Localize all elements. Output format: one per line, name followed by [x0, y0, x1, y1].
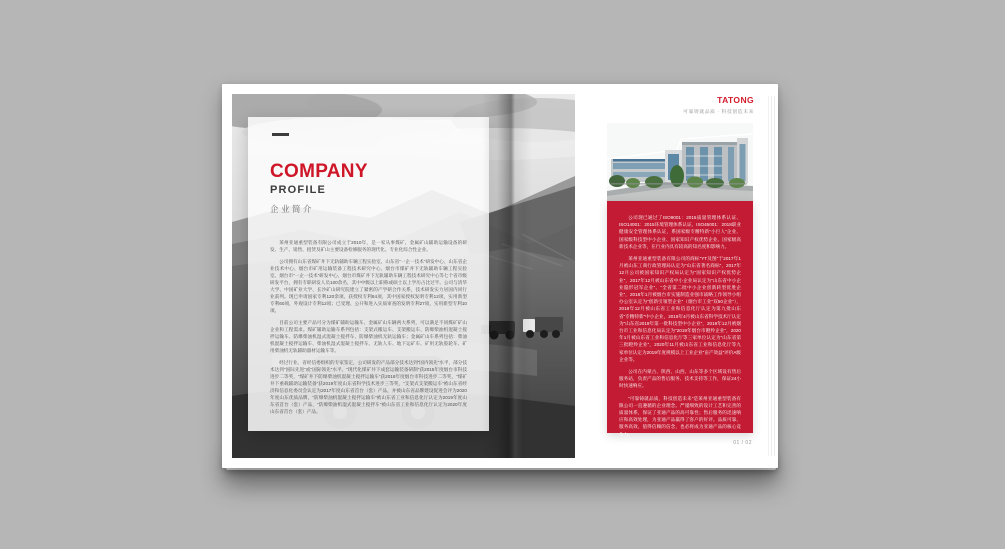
brand-logo: TATONG: [717, 95, 754, 105]
page-subtitle-en: PROFILE: [270, 184, 327, 196]
red-info-panel: [607, 201, 753, 437]
red-panel-paragraph: 莱州亚通重型装备有限公司的商标“YT及图”于2017年1月被山东工商行政管理局认定为“山东省著名商标”，2017年12月公司被国家知识产权局认定为“国家知识产权优势企业”，2017年12月被山东省中小企业局认定为“山东省中小企业隐形冠军企业”、“全省第二批中小企业创新转型优胜企业”，2018年1月被烟台市实施制造业强市战略工作领导小组办公室认定为“创新引领型企业”（烟台市工业“双50企业”），2018年12月被山东省工业和信息化厅认定为第九批山东省“专精特新”中小企业，2019年4月被山东省科学技术厅认定为“山东省2019年第一批科技型中小企业”，2019年12月被烟台市工业和信息化局认定为“2019年烟台市瞪羚企业”，2020年1月被山东省工业和信息化厅等三家单位认定为“山东省第三批瞪羚企业”，2020年11月被山东省工业和信息化厅等九家单位认定为2019年度规模以上工业企业“亩产效益”评价A级企业等。: [619, 256, 742, 362]
page-title-cn: 企业简介: [270, 204, 315, 215]
page-title-en: COMPANY: [270, 161, 368, 182]
title-dash-icon: [272, 133, 289, 136]
red-panel-paragraph: 公司现已通过了ISO9001：2015质量管理体系认证、ISO14001：2015环境管理体系认证、ISO45001：2018职业健康安全管理体系认证，系国家级专精特新“小巨人”企业、国家级科技型中小企业、国家知识产权优势企业、国家级高新技术企业等，在行业内具有较高的知名度和影响力。: [619, 215, 741, 249]
page-number: 01 / 02: [733, 440, 752, 446]
red-panel-paragraph: 公司在内蒙古、陕西、山西、山东等多个区域设有售后服务站，负责产品的售后服务、技术支持等工作，保证24小时快速响应。: [619, 369, 741, 389]
brand-slogan: 可靠铸就品质 · 科技创造未来: [683, 109, 754, 115]
brand-header: [683, 96, 754, 115]
company-profile-panel: [248, 117, 489, 431]
profile-paragraph: 经过行业、省经信委组织的专家鉴定，公司研发的产品部分技术达到“国内领先”水平，部分技术达到“国际先进”或“国际领先”水平。“现代化煤矿井下成套运输装备研制”获2015年度烟台市科技进步二等奖，“煤矿井下防爆柴油机混凝土搅拌运输车”获2018年度烟台市科技进步二等奖，“煤矿井下重载辅助运输装备”获2019年度山东省科学技术进步三等奖，“支架式支架搬运车”被山东省经济和信息化委员会认定为2017年度山东省首台（套）产品，并被山东省品牌建设促进会评为2020年度山东优质品牌，“防爆柴油机混凝土搅拌运输车”被山东省工业和信息化厅认定为2019年度山东省首台（套）产品，“防爆柴油机湿式混凝土搅拌车”被山东省工业和信息化厅认定为2020年度山东省首台（套）产品。: [270, 360, 467, 415]
profile-body: [270, 239, 467, 415]
brochure-spread: [222, 84, 778, 468]
factory-photo: [607, 123, 753, 202]
profile-paragraph: 公司拥有山东省煤矿井下无轨辅助车辆工程实验室、山东省“一企一技术”研发中心、山东省企业技术中心、烟台市矿用运输装备工程技术研究中心、烟台市煤矿井下无轨辅助车辆工程实验室、烟台市“一企一技术”研发中心、烟台市煤矿井下无轨辅助车辆工程技术研究中心等七个省市级研发平台，拥有专职研发人员100余名，其中中级以上职称或硕士以上学历占比过半。公司与清华大学、中国矿业大学、长沙矿山研究院建立了紧密的产学研合作关系，技术研发实力居国内同行业前列。现已申请国家专利120余项，获授权专利84项，其中国家授权发明专利12项，实用新型专利60项，外观设计专利12项；已受理、公开和进入实质审查的发明专利27项，实用新型专利10项。: [270, 259, 467, 314]
page-stack-edges: [767, 96, 775, 456]
red-panel-paragraph: “可靠铸就品质，科技创造未来”是莱州亚通重型装备有限公司一直遵循的企业理念。严谨细致的设计工艺和完善的质量体系，保证了亚通产品的高可靠性；售后服务的迅速响应和高效处理，为亚通产品赢得了客户的好评。品质可靠、服务高效、值得信赖的信念，也必将成为亚通产品的核心竞争力。: [619, 395, 741, 437]
profile-paragraph: 目前公司主要产品可分为煤矿辅助运输车、金属矿山车辆两大系列，可以满足不同煤矿矿山企业和工程需求。煤矿辅助运输车系列包括：支架式搬运车、支架搬运车、防爆柴油机混凝土搅拌运输车、防爆柴油机湿式混凝土搅拌车、防爆柴油机无轨运输车；金属矿山车系列包括：柴油机混凝土搅拌运输车、柴油机湿式混凝土搅拌车、无轨人车、地下运矿车、矿用无轨胶轮车、矿用柴油机无轨辅助器材运输车等。: [270, 320, 467, 354]
factory-photo-illustration: [607, 123, 753, 202]
profile-paragraph: 莱州亚通重型装备有限公司成立于2010年，是一家从事煤矿、金属矿山辅助运输设备的研发、生产、销售、租赁及矿山主要设备检修服务的现代化、专业化综合性企业。: [270, 240, 467, 253]
